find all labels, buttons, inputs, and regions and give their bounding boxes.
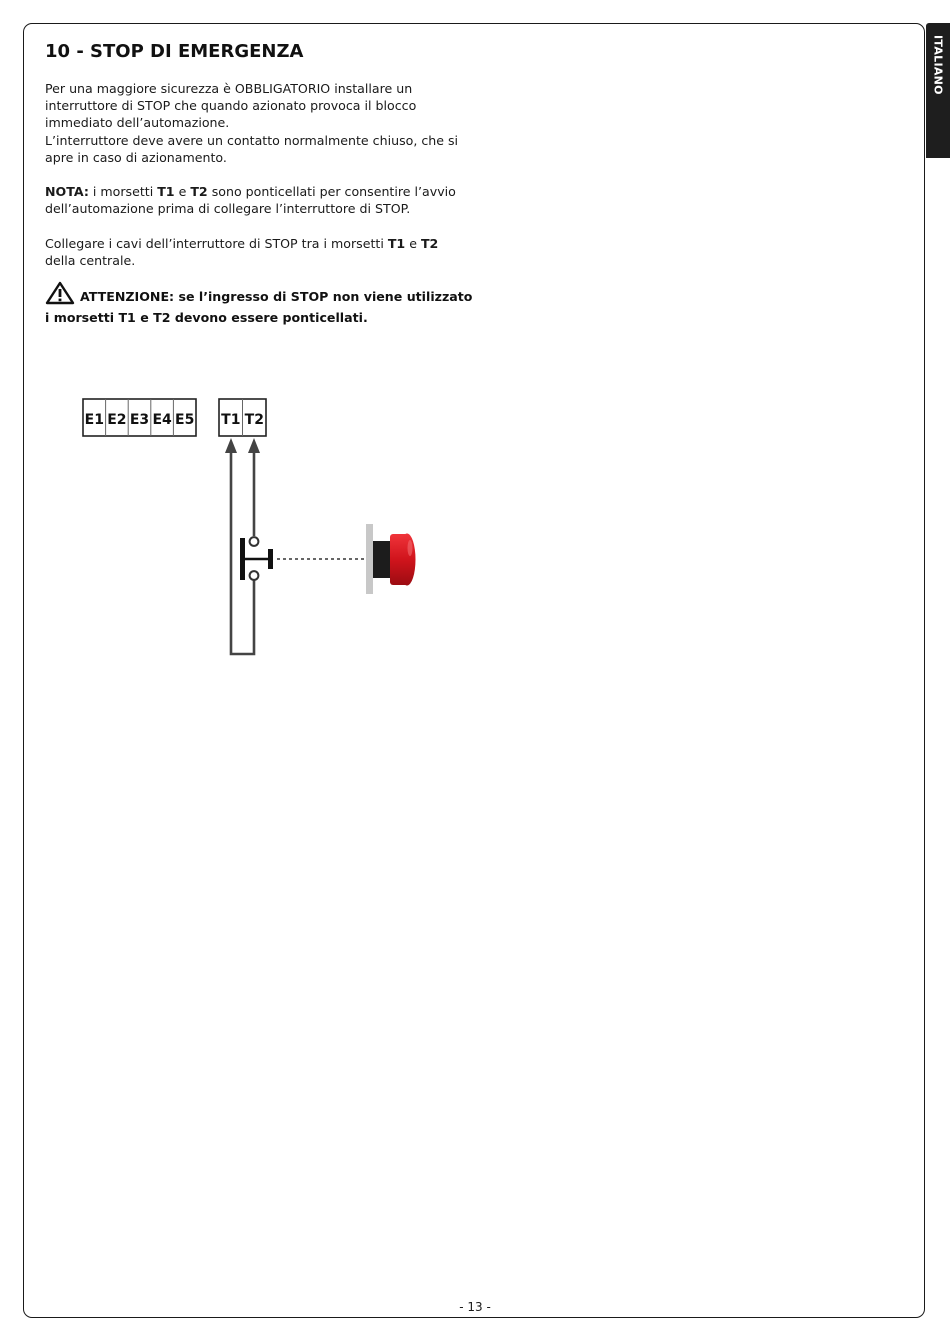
terminal-e5-label: E5	[175, 412, 195, 428]
note-label: NOTA:	[45, 184, 89, 199]
intro-text-1: Per una maggiore sicurezza è OBBLIGATORIO installare un interruttore di STOP che quando azionato provoca il blocco immediato dell’automazione.	[45, 81, 417, 131]
terminal-t1-label: T1	[221, 412, 241, 428]
connect-text-c: della centrale.	[45, 253, 136, 269]
section-title: 10 - STOP DI EMERGENZA	[45, 41, 304, 62]
terminal-block-e	[83, 399, 196, 436]
connect-text-a: Collegare i cavi dell’interruttore di STOP tra i morsetti	[45, 236, 388, 251]
terminal-e1-label: E1	[84, 412, 104, 428]
language-tab-label: ITALIANO	[931, 35, 945, 95]
wire-arrows	[225, 438, 260, 453]
terminal-e3-label: E3	[129, 412, 150, 428]
note-text-a: i morsetti	[88, 184, 158, 199]
connect-text-b: e	[405, 236, 421, 251]
terminal-block-t	[219, 399, 266, 436]
note-text-c: sono ponticellati per consentire l’avvio dell’automazione prima di collegare l’interruttore di STOP.	[45, 184, 456, 217]
note-t2: T2	[190, 184, 208, 199]
intro-text-2: L’interruttore deve avere un contatto normalmente chiuso, che si apre in caso di azionamento.	[45, 132, 459, 165]
terminal-e4-label: E4	[152, 412, 172, 428]
connect-t2: T2	[420, 236, 439, 251]
emergency-stop-button-icon	[366, 524, 416, 594]
nc-contact-symbol	[240, 537, 273, 580]
note-text-b: e	[174, 184, 191, 199]
warning-text: ATTENZIONE: se l’ingresso di STOP non viene utilizzato i morsetti T1 e T2 devono essere ponticellati.	[45, 289, 473, 326]
connect-t1: T1	[387, 236, 406, 251]
terminal-t2-label: T2	[244, 412, 264, 428]
terminal-e2-label: E2	[107, 412, 127, 428]
note-t1: T1	[157, 184, 175, 199]
page-number: - 13 -	[459, 1300, 491, 1314]
